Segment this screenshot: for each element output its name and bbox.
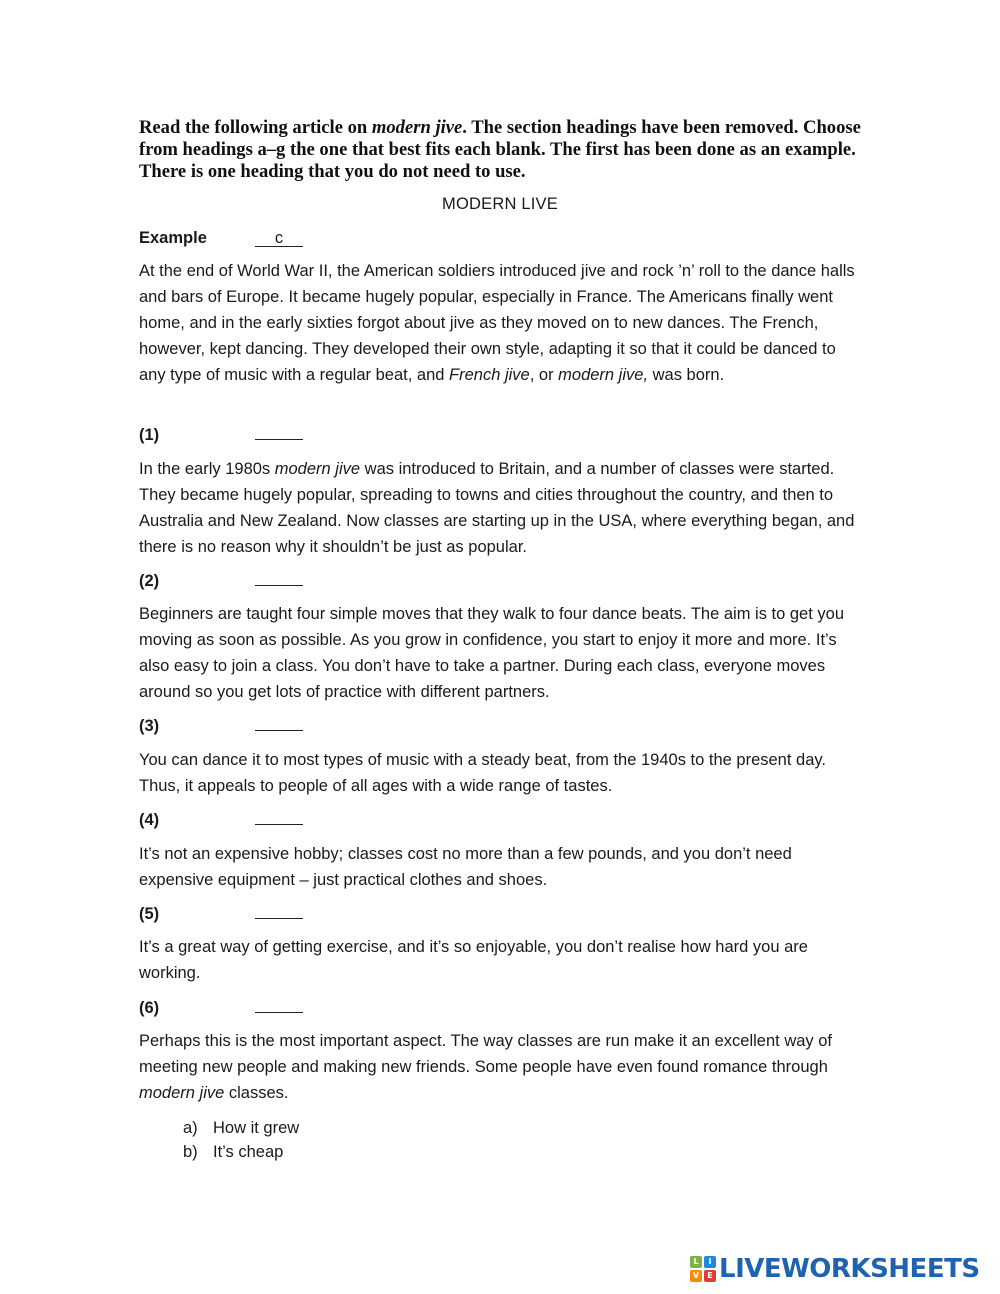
section-1-label: (1)	[139, 426, 160, 444]
answer-blank-2[interactable]	[255, 571, 303, 586]
section-3-paragraph: You can dance it to most types of music with a steady beat, from the 1940s to the present day. Thus, it appeals to people of all ages with a wide range of tastes.	[139, 751, 826, 795]
instructions-text-1: Read the following article on	[139, 117, 372, 138]
answer-blank-4[interactable]	[255, 810, 303, 825]
heading-option-b: b) It’s cheap	[183, 1143, 284, 1161]
section-2-row	[139, 570, 303, 592]
heading-options-list	[183, 1116, 299, 1164]
answer-blank-6[interactable]	[255, 998, 303, 1013]
section-1-paragraph: In the early 1980s modern jive was introduced to Britain, and a number of classes were started. They became hugely popular, spreading to towns and cities throughout the country, and then to Australia and New Zealand. Now classes are starting up in the USA, where everything began, and there is no reason why it shouldn’t be just as popular.	[139, 460, 855, 556]
section-3-row	[139, 715, 303, 737]
liveworksheets-logo-icon	[690, 1256, 716, 1282]
section-1-row	[139, 424, 303, 446]
instructions-text-2: . The section headings have been removed. Choose from headings a–g the one that best fits each blank. The first has been done as an example. There is one heading that you do not need to use.	[139, 117, 861, 182]
section-4-label: (4)	[139, 811, 160, 829]
liveworksheets-logo[interactable]	[690, 1253, 980, 1285]
logo-letter-e: E	[704, 1270, 716, 1282]
example-row	[139, 227, 303, 249]
instructions-italic: modern jive	[371, 117, 463, 138]
section-5-row	[139, 903, 303, 925]
section-6-row	[139, 997, 303, 1019]
section-2-label: (2)	[139, 572, 160, 590]
section-5-paragraph: It’s a great way of getting exercise, and it’s so enjoyable, you don’t realise how hard you are working.	[139, 938, 808, 982]
answer-blank-1[interactable]	[255, 425, 303, 440]
example-paragraph: At the end of World War II, the American soldiers introduced jive and rock ’n’ roll to the dance halls and bars of Europe. It became hugely popular, especially in France. The Americans finally went home, and in the early sixties forgot about jive as they moved on to new dances. The French, however, kept dancing. They developed their own style, adapting it so that it could be danced to any type of music with a regular beat, and French jive, or modern jive, was born.	[139, 262, 855, 384]
section-2-paragraph: Beginners are taught four simple moves that they walk to four dance beats. The aim is to get you moving as soon as possible. As you grow in confidence, you start to enjoy it more and more. It’s also easy to join a class. You don’t have to take a partner. During each class, everyone moves around so you get lots of practice with different partners.	[139, 605, 844, 701]
section-4-row	[139, 809, 303, 831]
answer-blank-3[interactable]	[255, 716, 303, 731]
section-6-label: (6)	[139, 999, 160, 1017]
section-6-paragraph: Perhaps this is the most important aspect. The way classes are run make it an excellent way of meeting new people and making new friends. Some people have even found romance through modern jive classes.	[139, 1032, 833, 1102]
liveworksheets-logo-text: LIVEWORKSHEETS	[719, 1254, 980, 1284]
logo-letter-l: L	[690, 1256, 702, 1268]
section-5-label: (5)	[139, 905, 160, 923]
logo-letter-i: I	[704, 1256, 716, 1268]
heading-option-a: a) How it grew	[183, 1119, 300, 1137]
answer-blank-5[interactable]	[255, 904, 303, 919]
example-answer: c	[255, 230, 303, 247]
section-3-label: (3)	[139, 717, 160, 735]
instructions	[139, 117, 863, 183]
section-4-paragraph: It’s not an expensive hobby; classes cost no more than a few pounds, and you don’t need expensive equipment – just practical clothes and shoes.	[139, 845, 792, 889]
example-label: Example	[139, 229, 207, 247]
article-title: MODERN LIVE	[442, 195, 558, 213]
logo-letter-v: V	[690, 1270, 702, 1282]
